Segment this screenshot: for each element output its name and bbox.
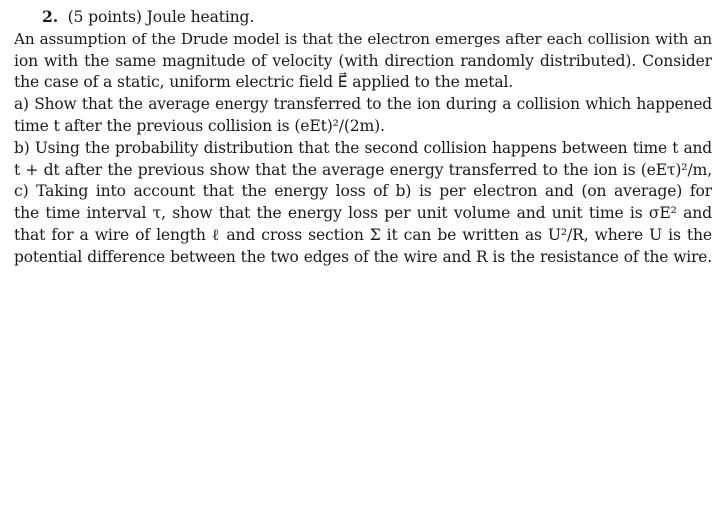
problem-points: (5 points): [67, 8, 142, 26]
part-b-line-2: t + dt after the previous show that the average energy transferred to the ion is (eEτ)²/m,: [14, 160, 712, 179]
part-c-line-2: the time interval τ, show that the energy loss per unit volume and unit time is σE² and: [14, 204, 712, 223]
part-a-line-2: time t after the previous collision is (eEt)²/(2m).: [14, 116, 385, 135]
part-c-line-3: that for a wire of length ℓ and cross section Σ it can be written as U²/R, where U is the: [14, 225, 712, 244]
part-a-line-1: a) Show that the average energy transferred to the ion during a collision which happened: [14, 95, 712, 114]
part-b-line-1: b) Using the probability distribution that the second collision happens between time t and: [14, 138, 712, 157]
part-c-line-1: c) Taking into account that the energy loss of b) is per electron and (on average) for: [14, 182, 712, 201]
problem-text: [14, 6, 712, 269]
problem-number: 2.: [42, 7, 58, 26]
problem-title: Joule heating.: [146, 8, 255, 26]
intro-line-2: ion with the same magnitude of velocity (with direction randomly distributed). Consider: [14, 51, 712, 70]
intro-line-1: An assumption of the Drude model is that the electron emerges after each collision with an: [14, 29, 712, 48]
part-c-line-4: potential difference between the two edges of the wire and R is the resistance of the wire.: [14, 247, 712, 266]
intro-line-3: the case of a static, uniform electric field E⃗ applied to the metal.: [14, 73, 514, 92]
problem-heading: [14, 6, 712, 29]
